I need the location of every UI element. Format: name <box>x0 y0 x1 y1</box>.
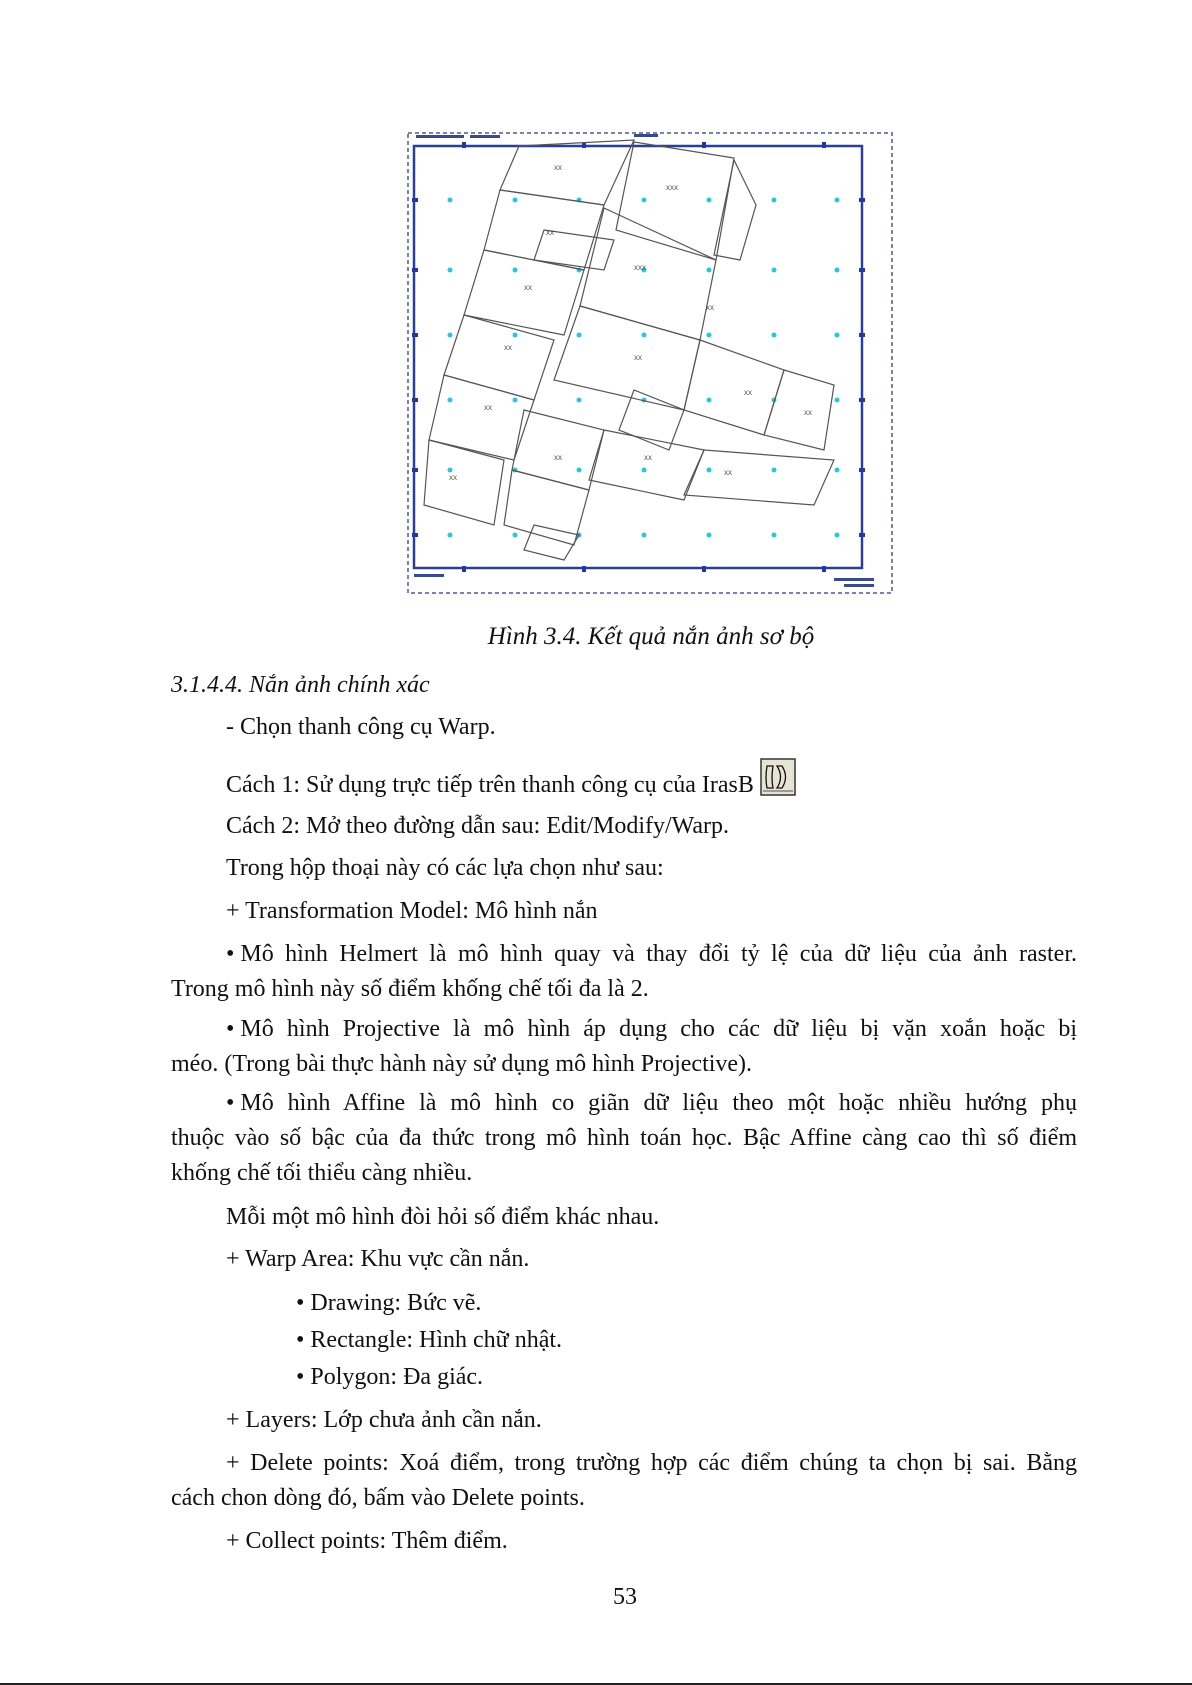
svg-text:XX: XX <box>634 356 643 362</box>
affine-line-3: khống chế tối thiểu càng nhiều. <box>171 1160 473 1186</box>
page-number: 53 <box>613 1584 637 1610</box>
bullet-icon: • <box>226 941 235 967</box>
list-item: • Rectangle: Hình chữ nhật. <box>296 1327 563 1353</box>
svg-text:XX: XX <box>546 231 555 237</box>
svg-text:XX: XX <box>804 411 813 417</box>
paragraph-line: Cách 2: Mở theo đường dẫn sau: Edit/Modify/Warp. <box>226 813 730 839</box>
method-1-text: Cách 1: Sử dụng trực tiếp trên thanh công cụ của IrasB <box>226 772 754 798</box>
warped-map-figure <box>404 130 896 596</box>
svg-text:XX: XX <box>706 306 715 312</box>
paragraph-line: Mỗi một mô hình đòi hỏi số điểm khác nhau. <box>226 1204 660 1230</box>
paragraph-line: Trong hộp thoại này có các lựa chọn như sau: <box>226 855 664 881</box>
warp-tool-icon <box>760 758 796 796</box>
projective-line-1: • Mô hình Projective là mô hình áp dụng cho các dữ liệu bị vặn xoắn hoặc bị <box>226 1016 1077 1042</box>
affine-line-2: thuộc vào số bậc của đa thức trong mô hình toán học. Bậc Affine càng cao thì số điểm <box>171 1125 1077 1151</box>
affine-line-1: • Mô hình Affine là mô hình co giãn dữ liệu theo một hoặc nhiều hướng phụ <box>226 1090 1077 1116</box>
svg-text:XXX: XXX <box>666 186 679 192</box>
svg-text:XX: XX <box>504 346 513 352</box>
svg-text:XX: XX <box>524 286 533 292</box>
helmert-line-2: Trong mô hình này số điểm khống chế tối đa là 2. <box>171 976 649 1002</box>
bullet-icon: • <box>296 1327 305 1353</box>
bullet-icon: • <box>296 1290 305 1316</box>
svg-text:XX: XX <box>484 406 493 412</box>
svg-text:XXX: XXX <box>634 266 647 272</box>
delete-line-1: + Delete points: Xoá điểm, trong trường hợp các điểm chúng ta chọn bị sai. Bằng <box>226 1450 1077 1476</box>
bullet-icon: • <box>226 1090 235 1116</box>
paragraph-line <box>226 758 796 797</box>
list-item: • Drawing: Bức vẽ. <box>296 1290 482 1316</box>
svg-text:XX: XX <box>449 476 458 482</box>
figure-caption: Hình 3.4. Kết quả nắn ảnh sơ bộ <box>487 623 815 650</box>
svg-text:XX: XX <box>554 166 563 172</box>
paragraph-line: + Layers: Lớp chưa ảnh cần nắn. <box>226 1407 542 1433</box>
paragraph-line: + Transformation Model: Mô hình nắn <box>226 898 598 924</box>
helmert-line-1: • Mô hình Helmert là mô hình quay và thay đổi tỷ lệ của dữ liệu của ảnh raster. <box>226 941 1077 967</box>
list-item: • Polygon: Đa giác. <box>296 1364 484 1390</box>
bullet-icon: • <box>296 1364 305 1390</box>
bullet-icon: • <box>226 1016 235 1042</box>
svg-text:XX: XX <box>554 456 563 462</box>
projective-line-2: méo. (Trong bài thực hành này sử dụng mô hình Projective). <box>171 1051 753 1077</box>
svg-text:XX: XX <box>644 456 653 462</box>
delete-line-2: cách chon dòng đó, bấm vào Delete points. <box>171 1485 585 1511</box>
paragraph-line: + Collect points: Thêm điểm. <box>226 1528 508 1554</box>
section-heading: 3.1.4.4. Nắn ảnh chính xác <box>171 672 430 698</box>
paragraph-line: + Warp Area: Khu vực cần nắn. <box>226 1246 530 1272</box>
paragraph-line: - Chọn thanh công cụ Warp. <box>226 714 496 740</box>
svg-text:XX: XX <box>724 471 733 477</box>
svg-text:XX: XX <box>744 391 753 397</box>
